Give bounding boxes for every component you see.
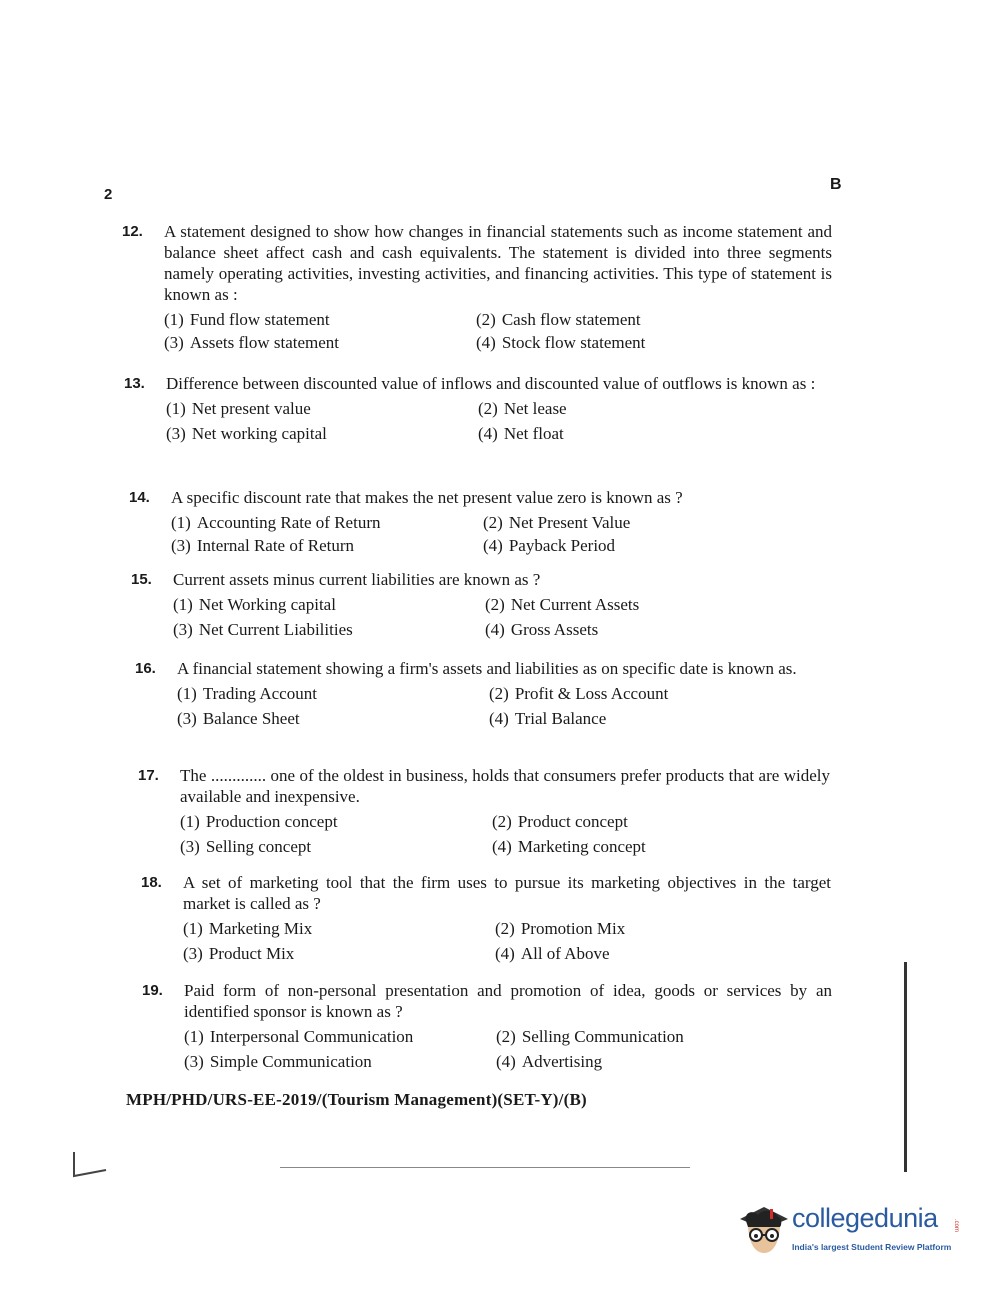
collegedunia-watermark bbox=[734, 1195, 964, 1265]
option-1: (1) Net Working capital bbox=[173, 595, 336, 614]
question-text: A set of marketing tool that the firm uses to pursue its marketing objectives in the target market is called as ? bbox=[183, 873, 831, 913]
question-text: Current assets minus current liabilities are known as ? bbox=[173, 570, 541, 589]
question-number: 15. bbox=[131, 571, 152, 588]
option-3: (3) Product Mix bbox=[183, 944, 295, 963]
option-4: (4) All of Above bbox=[495, 944, 610, 963]
brand-tagline: India's largest Student Review Platform bbox=[792, 1242, 952, 1252]
question-12 bbox=[122, 221, 832, 353]
scan-corner-mark bbox=[70, 1150, 110, 1180]
question-number: 14. bbox=[129, 489, 150, 506]
option-1: (1) Production concept bbox=[180, 812, 338, 831]
option-3: (3) Balance Sheet bbox=[177, 709, 300, 728]
options-list bbox=[180, 811, 830, 857]
option-3: (3) Net Current Liabilities bbox=[173, 620, 353, 639]
option-2: (2) Net Current Assets bbox=[485, 595, 640, 614]
question-text: Paid form of non-personal presentation and promotion of idea, goods or services by an identified sponsor is known as ? bbox=[184, 981, 832, 1021]
option-4: (4) Stock flow statement bbox=[476, 333, 646, 352]
option-4: (4) Net float bbox=[478, 424, 564, 443]
option-3: (3) Internal Rate of Return bbox=[171, 536, 355, 555]
question-14 bbox=[129, 487, 833, 556]
question-text: A financial statement showing a firm's assets and liabilities as on specific date is known as. bbox=[177, 659, 797, 678]
scan-bottom-line bbox=[280, 1167, 690, 1168]
option-2: (2) Promotion Mix bbox=[495, 919, 626, 938]
options-list bbox=[173, 594, 833, 640]
question-number: 12. bbox=[122, 223, 143, 240]
question-text: A statement designed to show how changes in financial statements such as income statement and balance sheet affect cash and cash equivalents. The statement is divided into three segments namely operating activities, investing activities, and financing activities. This type of statement is known as : bbox=[164, 222, 832, 304]
brand-suffix: .com bbox=[953, 1219, 959, 1233]
options-list bbox=[183, 918, 831, 964]
question-number: 18. bbox=[141, 874, 162, 891]
set-code: B bbox=[830, 176, 842, 193]
paper-code-footer: MPH/PHD/URS-EE-2019/(Tourism Management)(SET-Y)/(B) bbox=[126, 1090, 587, 1109]
question-18 bbox=[141, 872, 831, 964]
question-19 bbox=[142, 980, 832, 1072]
question-number: 13. bbox=[124, 375, 145, 392]
question-text: The ............. one of the oldest in business, holds that consumers prefer products that are widely available and inexpensive. bbox=[180, 766, 830, 806]
options-list bbox=[177, 683, 829, 729]
option-2: (2) Profit & Loss Account bbox=[489, 684, 669, 703]
option-4: (4) Gross Assets bbox=[485, 620, 599, 639]
options-list bbox=[171, 512, 833, 556]
page-number: 2 bbox=[104, 186, 113, 203]
option-1: (1) Net present value bbox=[166, 399, 311, 418]
option-4: (4) Trial Balance bbox=[489, 709, 607, 728]
option-4: (4) Advertising bbox=[496, 1052, 603, 1071]
question-text: Difference between discounted value of inflows and discounted value of outflows is known as : bbox=[166, 374, 816, 393]
scan-edge-line bbox=[904, 962, 907, 1172]
question-number: 16. bbox=[135, 660, 156, 677]
options-list bbox=[166, 398, 832, 444]
option-2: (2) Net Present Value bbox=[483, 513, 631, 532]
question-text: A specific discount rate that makes the net present value zero is known as ? bbox=[171, 488, 683, 507]
question-17 bbox=[138, 765, 830, 857]
option-4: (4) Marketing concept bbox=[492, 837, 646, 856]
mascot-icon bbox=[734, 1195, 790, 1261]
option-4: (4) Payback Period bbox=[483, 536, 616, 555]
option-3: (3) Net working capital bbox=[166, 424, 327, 443]
option-1: (1) Trading Account bbox=[177, 684, 317, 703]
question-number: 19. bbox=[142, 982, 163, 999]
options-list bbox=[164, 309, 832, 353]
option-1: (1) Marketing Mix bbox=[183, 919, 313, 938]
question-13 bbox=[124, 373, 832, 444]
question-15 bbox=[131, 569, 833, 640]
option-2: (2) Selling Communication bbox=[496, 1027, 684, 1046]
option-2: (2) Cash flow statement bbox=[476, 310, 641, 329]
option-3: (3) Selling concept bbox=[180, 837, 312, 856]
option-2: (2) Product concept bbox=[492, 812, 628, 831]
option-1: (1) Accounting Rate of Return bbox=[171, 513, 381, 532]
options-list bbox=[184, 1026, 832, 1072]
question-16 bbox=[135, 658, 829, 729]
option-3: (3) Assets flow statement bbox=[164, 333, 340, 352]
option-1: (1) Interpersonal Communication bbox=[184, 1027, 414, 1046]
question-number: 17. bbox=[138, 767, 159, 784]
option-1: (1) Fund flow statement bbox=[164, 310, 330, 329]
option-2: (2) Net lease bbox=[478, 399, 567, 418]
option-3: (3) Simple Communication bbox=[184, 1052, 372, 1071]
brand-name: collegedunia bbox=[792, 1203, 938, 1233]
